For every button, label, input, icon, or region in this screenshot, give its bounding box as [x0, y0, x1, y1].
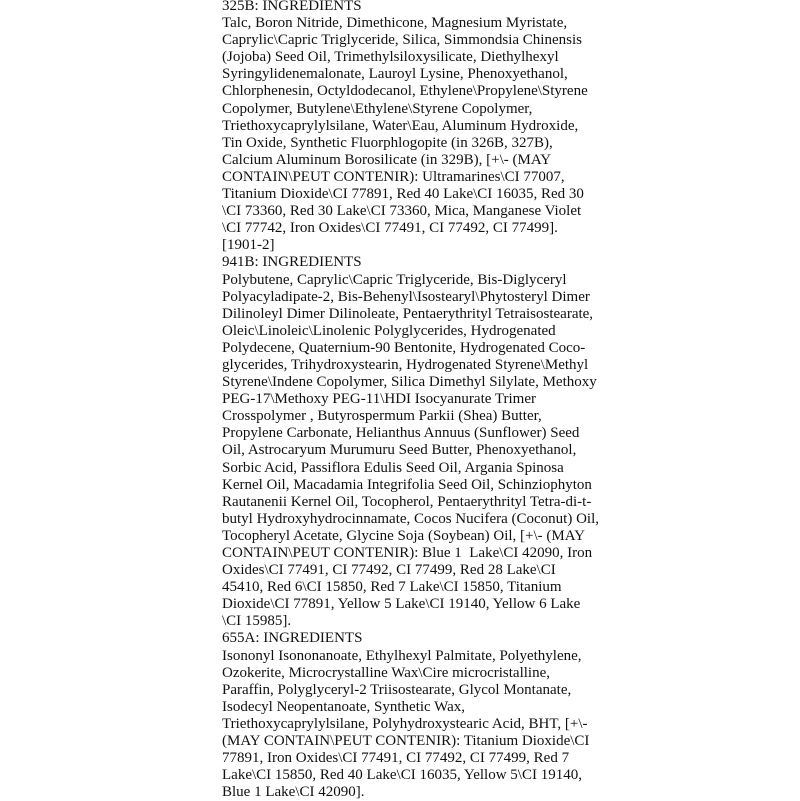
ingredient-text-line: \CI 15985]. [222, 613, 292, 630]
ingredient-text-line: 45410, Red 6\CI 15850, Red 7 Lake\CI 15850, Titanium [222, 579, 562, 596]
ingredient-section [222, 630, 599, 801]
ingredient-text-line: Titanium Dioxide\CI 77891, Red 40 Lake\CI 16035, Red 30 [222, 186, 584, 203]
ingredient-text-line: Tocopheryl Acetate, Glycine Soja (Soybean) Oil, [+\- (MAY [222, 527, 586, 544]
ingredient-text-line: Oxides\CI 77491, CI 77492, CI 77499, Red 28 Lake\CI [222, 562, 556, 579]
ingredient-text-line: Talc, Boron Nitride, Dimethicone, Magnesium Myristate, [222, 15, 568, 32]
ingredient-text-line: Polydecene, Quaternium-90 Bentonite, Hydrogenated Coco- [222, 339, 586, 356]
ingredient-text-line: Ozokerite, Microcrystalline Wax\Cire microcristalline, [222, 664, 550, 681]
ingredient-text-line: Propylene Carbonate, Helianthus Annuus (Sunflower) Seed [222, 425, 580, 442]
ingredients-document [222, 0, 599, 801]
ingredient-text-line: Styrene\Indene Copolymer, Silica Dimethyl Silylate, Methoxy [222, 374, 597, 391]
ingredient-text-line: [1901-2] [222, 237, 275, 254]
ingredient-text-line: (Jojoba) Seed Oil, Trimethylsiloxysilicate, Diethylhexyl [222, 49, 559, 66]
ingredient-text-line: CONTAIN\PEUT CONTENIR): Ultramarines\CI 77007, [222, 168, 565, 185]
section-heading: 655A: INGREDIENTS [222, 630, 363, 647]
ingredient-text-line: Lake\CI 15850, Red 40 Lake\CI 16035, Yellow 5\CI 19140, [222, 767, 582, 784]
ingredient-text-line: Oil, Astrocaryum Murumuru Seed Butter, Phenoxyethanol, [222, 442, 577, 459]
ingredient-section [222, 0, 599, 254]
ingredient-text-line: Dilinoleyl Dimer Dilinoleate, Pentaerythrityl Tetraisostearate, [222, 305, 594, 322]
ingredient-text-line: Blue 1 Lake\CI 42090]. [222, 784, 365, 801]
ingredient-text-line: Kernel Oil, Macadamia Integrifolia Seed Oil, Schinziophyton [222, 476, 592, 493]
ingredient-text-line: CONTAIN\PEUT CONTENIR): Blue 1 Lake\CI 42090, Iron [222, 545, 593, 561]
ingredient-text-line: Calcium Aluminum Borosilicate (in 329B), [+\- (MAY [222, 151, 552, 168]
ingredient-text-line: Isononyl Isononanoate, Ethylhexyl Palmitate, Polyethylene, [222, 647, 582, 664]
ingredient-text-line: PEG-17\Methoxy PEG-11\HDI Isocyanurate Trimer [222, 391, 536, 408]
ingredient-section [222, 254, 599, 630]
ingredient-text-line: Crosspolymer , Butyrospermum Parkii (Shea) Butter, [222, 408, 542, 425]
ingredient-text-line: Isodecyl Neopentanoate, Synthetic Wax, [222, 698, 466, 715]
ingredient-text-line: Tin Oxide, Synthetic Fluorphlogopite (in 326B, 327B), [222, 134, 553, 151]
ingredient-text-line: Paraffin, Polyglyceryl-2 Triisostearate, Glycol Montanate, [222, 681, 572, 698]
ingredient-text-line: 77891, Iron Oxides\CI 77491, CI 77492, CI 77499, Red 7 [222, 750, 570, 767]
ingredient-text-line: \CI 73360, Red 30 Lake\CI 73360, Mica, Manganese Violet [222, 203, 582, 220]
ingredient-text-line: Chlorphenesin, Octyldodecanol, Ethylene\Propylene\Styrene [222, 83, 588, 100]
ingredient-text-line: Polybutene, Caprylic\Capric Triglyceride, Bis-Diglyceryl [222, 271, 567, 288]
ingredient-text-line: butyl Hydroxyhydrocinnamate, Cocos Nucifera (Coconut) Oil, [222, 510, 599, 527]
ingredient-text-line: Rautanenii Kernel Oil, Tocopherol, Pentaerythrityl Tetra-di-t- [222, 493, 592, 510]
ingredient-text-line: Oleic\Linoleic\Linolenic Polyglycerides, Hydrogenated [222, 322, 556, 339]
ingredient-text-line: (MAY CONTAIN\PEUT CONTENIR): Titanium Dioxide\CI [222, 733, 590, 750]
section-heading: 941B: INGREDIENTS [222, 254, 362, 271]
section-heading: 325B: INGREDIENTS [222, 0, 362, 14]
ingredient-text-line: Copolymer, Butylene\Ethylene\Styrene Copolymer, [222, 100, 533, 117]
ingredient-text-line: Dioxide\CI 77891, Yellow 5 Lake\CI 19140, Yellow 6 Lake [222, 596, 581, 613]
ingredient-text-line: Triethoxycaprylylsilane, Water\Eau, Aluminum Hydroxide, [222, 117, 579, 134]
ingredient-text-line: Sorbic Acid, Passiflora Edulis Seed Oil, Argania Spinosa [222, 459, 564, 476]
ingredient-text-line: Polyacyladipate-2, Bis-Behenyl\Isostearyl\Phytosteryl Dimer [222, 288, 590, 305]
ingredient-text-line: glycerides, Trihydroxystearin, Hydrogenated Styrene\Methyl [222, 356, 589, 373]
ingredient-text-line: Caprylic\Capric Triglyceride, Silica, Simmondsia Chinensis [222, 32, 582, 49]
ingredient-text-line: Triethoxycaprylylsilane, Polyhydroxystearic Acid, BHT, [+\- [222, 715, 588, 732]
ingredient-text-line: Syringylidenemalonate, Lauroyl Lysine, Phenoxyethanol, [222, 66, 568, 83]
ingredient-text-line: \CI 77742, Iron Oxides\CI 77491, CI 77492, CI 77499]. [222, 220, 558, 237]
